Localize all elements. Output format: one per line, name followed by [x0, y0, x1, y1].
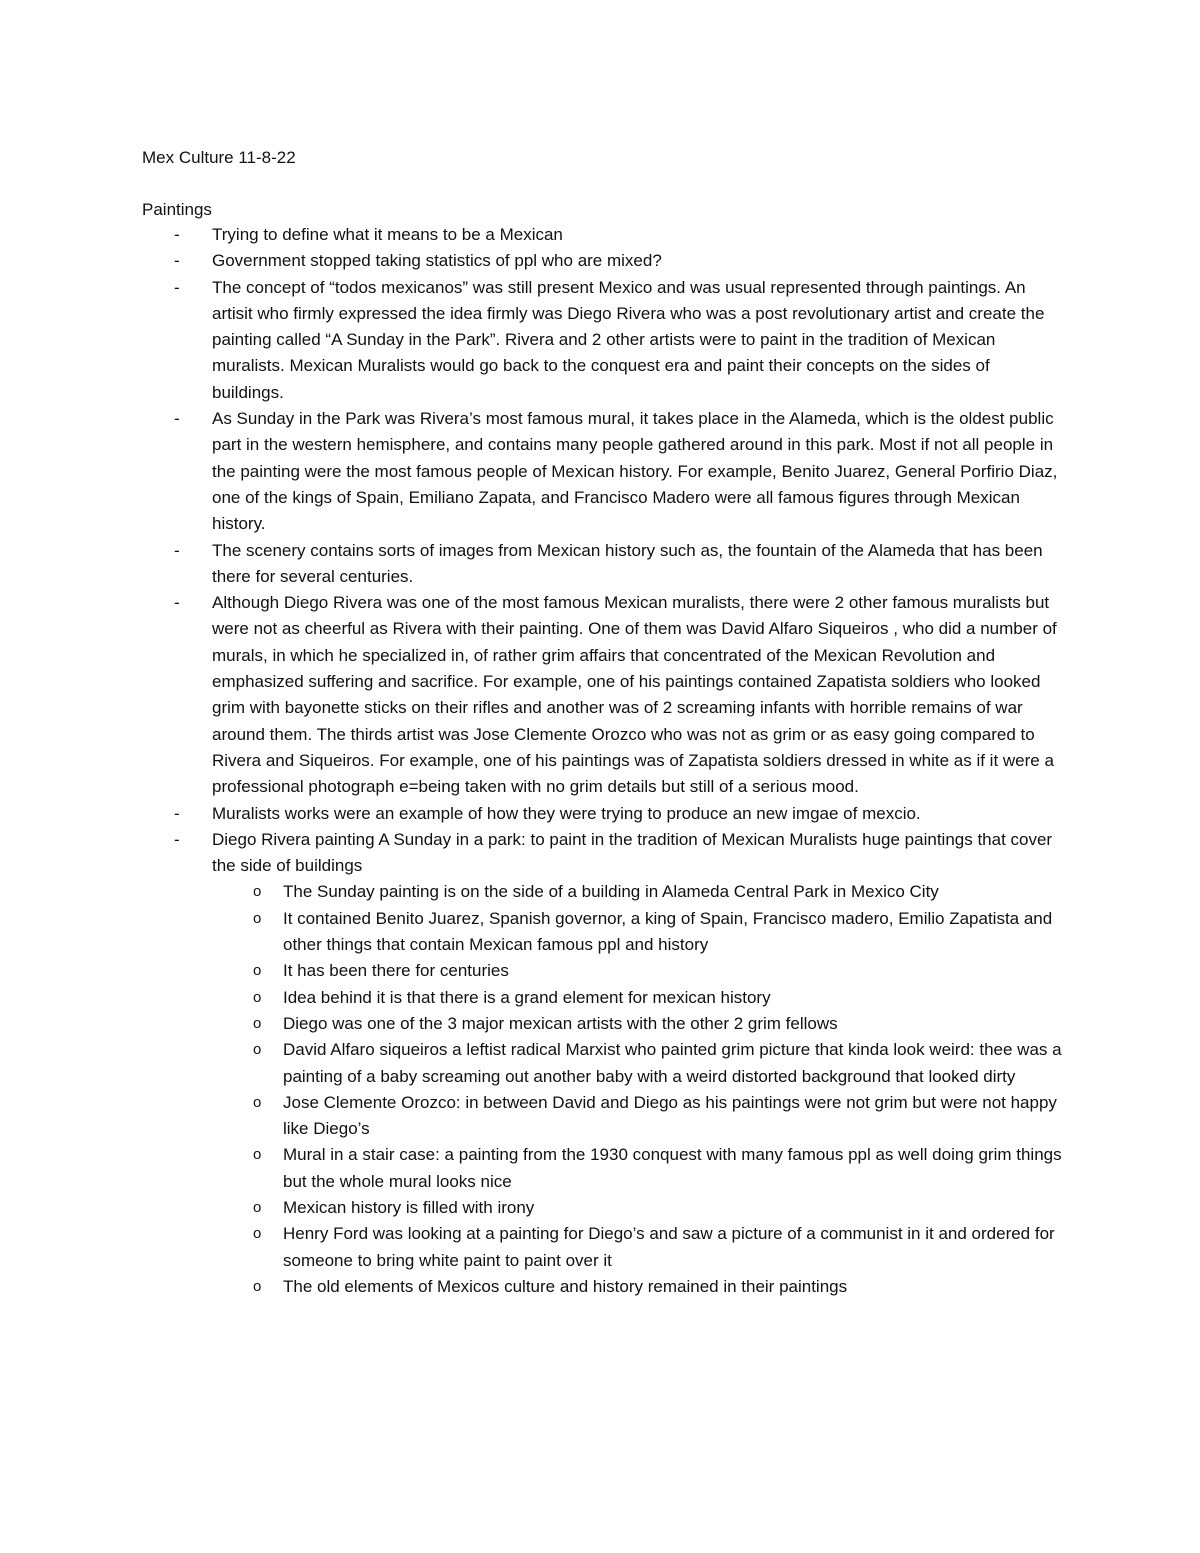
dash-bullet-marker: -	[174, 803, 180, 823]
list-item-text: Although Diego Rivera was one of the most famous Mexican muralists, there were 2 other famous muralists but were not as cheerful as Rivera with their painting. One of them was David Alfaro Siqueiros , who did a number of murals, in which he specialized in, of rather grim affairs that concentrated of the Mexican Revolution and emphasized suffering and sacrifice. For example, one of his paintings contained Zapatista soldiers who looked grim with bayonette sticks on their rifles and another was of 2 screaming infants with horrible remains of war around them. The thirds artist was Jose Clemente Orozco who was not as grim or as easy going compared to Rivera and Siqueiros. For example, one of his paintings was of Zapatista soldiers dressed in white as if it were a professional photograph e=being taken with no grim details but still of a serious mood.	[212, 593, 1057, 797]
dash-bullet-marker: -	[174, 593, 180, 613]
document-title: Mex Culture 11-8-22	[142, 148, 296, 167]
sub-list-item	[212, 985, 1062, 1011]
sub-list-item-text: The Sunday painting is on the side of a building in Alameda Central Park in Mexico City	[283, 882, 939, 902]
sub-list-item-text: David Alfaro siqueiros a leftist radical Marxist who painted grim picture that kinda look weird: thee was a painting of a baby screaming out another baby with a weird distorted background that looked dirty	[283, 1040, 1062, 1086]
circle-bullet-marker: o	[253, 883, 262, 901]
sub-list-item	[212, 958, 1062, 984]
dash-bullet-marker: -	[174, 829, 180, 849]
dash-bullet-marker: -	[174, 225, 180, 244]
sub-list-item-text: The old elements of Mexicos culture and history remained in their paintings	[283, 1276, 848, 1296]
sub-list-item-text: Jose Clemente Orozco: in between David and Diego as his paintings were not grim but were not happy like Diego’s	[283, 1092, 1057, 1139]
sub-list-item	[212, 1142, 1062, 1195]
circle-bullet-marker: o	[253, 909, 262, 927]
dash-bullet-marker: -	[174, 251, 180, 271]
circle-bullet-marker: o	[253, 962, 262, 980]
circle-bullet-marker: o	[253, 1041, 262, 1059]
list-item	[142, 827, 1062, 1300]
list-item	[142, 406, 1062, 537]
sub-list-item	[212, 1090, 1062, 1143]
sub-list-item-text: Idea behind it is that there is a grand element for mexican history	[283, 987, 771, 1007]
sub-list-item	[212, 1037, 1062, 1090]
sub-bullet-list	[212, 879, 1062, 1300]
dash-bullet-marker: -	[174, 277, 180, 297]
sub-list-item	[212, 906, 1062, 959]
sub-list-item	[212, 1221, 1062, 1274]
sub-list-item	[212, 1195, 1062, 1221]
list-item	[142, 590, 1062, 800]
sub-list-item-text: Mural in a stair case: a painting from the 1930 conquest with many famous ppl as well doing grim things but the whole mural looks nice	[283, 1145, 1062, 1191]
sub-list-item-text: Diego was one of the 3 major mexican artists with the other 2 grim fellows	[283, 1013, 838, 1033]
dash-bullet-marker: -	[174, 409, 180, 429]
sub-list-item	[212, 879, 1062, 905]
list-item	[142, 222, 1062, 248]
list-item	[142, 801, 1062, 827]
list-item-text: Diego Rivera painting A Sunday in a park: to paint in the tradition of Mexican Muralists huge paintings that cover the side of buildings	[212, 829, 1053, 876]
list-item	[142, 538, 1062, 591]
list-item-text: The concept of “todos mexicanos” was still present Mexico and was usual represented through paintings. An artisit who firmly expressed the idea firmly was Diego Rivera who was a post revolutionary artist and create the painting called “A Sunday in the Park”. Rivera and 2 other artists were to paint in the tradition of Mexican muralists. Mexican Muralists would go back to the conquest era and paint their concepts on the sides of buildings.	[212, 277, 1045, 402]
sub-list-item	[212, 1274, 1062, 1300]
circle-bullet-marker: o	[253, 1146, 262, 1164]
circle-bullet-marker: o	[253, 1198, 262, 1216]
sub-list-item-text: It has been there for centuries	[283, 961, 509, 981]
circle-bullet-marker: o	[253, 988, 262, 1006]
sub-list-item-text: Mexican history is filled with irony	[283, 1197, 535, 1217]
sub-list-item-text: It contained Benito Juarez, Spanish governor, a king of Spain, Francisco madero, Emilio Zapatista and other things that contain Mexican famous ppl and history	[283, 908, 1053, 955]
bullet-list	[142, 222, 1062, 1300]
section-heading-paintings: Paintings	[142, 200, 212, 219]
circle-bullet-marker: o	[253, 1225, 262, 1243]
list-item	[142, 248, 1062, 274]
list-item-text: As Sunday in the Park was Rivera’s most famous mural, it takes place in the Alameda, which is the oldest public part in the western hemisphere, and contains many people gathered around in this park. Most if not all people in the painting were the most famous people of Mexican history. For example, Benito Juarez, General Porfirio Diaz, one of the kings of Spain, Emiliano Zapata, and Francisco Madero were all famous figures through Mexican history.	[212, 409, 1058, 534]
list-item-text: Trying to define what it means to be a Mexican	[212, 225, 563, 244]
circle-bullet-marker: o	[253, 1277, 262, 1295]
sub-list-item	[212, 1011, 1062, 1037]
sub-list-item-text: Henry Ford was looking at a painting for Diego’s and saw a picture of a communist in it and ordered for someone to bring white paint to paint over it	[283, 1224, 1055, 1270]
list-item-text: Government stopped taking statistics of ppl who are mixed?	[212, 251, 662, 271]
list-item	[142, 275, 1062, 406]
circle-bullet-marker: o	[253, 1093, 262, 1111]
dash-bullet-marker: -	[174, 540, 180, 560]
list-item-text: Muralists works were an example of how they were trying to produce an new imgae of mexcio.	[212, 803, 921, 823]
list-item-text: The scenery contains sorts of images from Mexican history such as, the fountain of the Alameda that has been there for several centuries.	[212, 540, 1043, 586]
circle-bullet-marker: o	[253, 1014, 262, 1032]
